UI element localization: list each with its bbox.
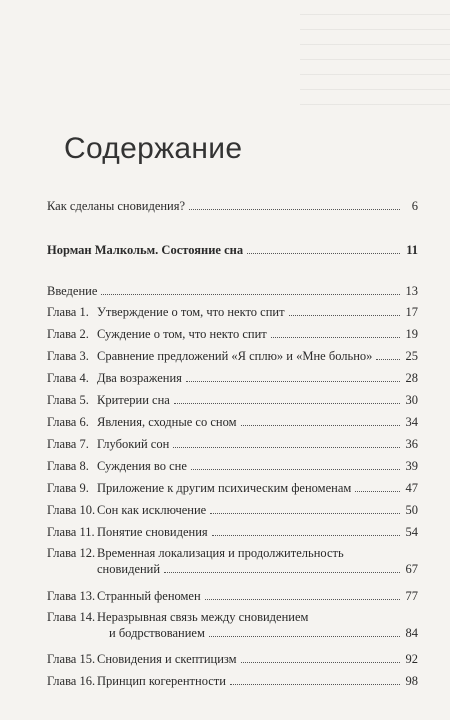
- toc-chapter-9: [47, 478, 418, 496]
- toc-entry-text: Введение: [47, 284, 98, 298]
- toc-chapter-1: [47, 302, 418, 320]
- chapter-page: 77: [405, 589, 418, 603]
- toc-entry-introduction: [47, 281, 418, 299]
- leader-dots: [189, 208, 400, 210]
- leader-dots: [241, 424, 401, 426]
- toc-chapter-5: [47, 390, 418, 408]
- toc-section-page: 11: [406, 243, 418, 257]
- chapter-label: Глава 8.: [47, 459, 89, 473]
- toc-chapter-15: [47, 649, 418, 667]
- chapter-page: 67: [405, 562, 418, 576]
- toc-chapter-11: [47, 522, 418, 540]
- chapter-page: 92: [405, 652, 418, 666]
- chapter-title: Странный феномен: [97, 589, 201, 603]
- leader-dots: [230, 683, 400, 685]
- chapter-label: Глава 16.: [47, 674, 96, 688]
- chapter-page: 36: [405, 437, 418, 451]
- chapter-title-row2: [97, 561, 418, 577]
- chapter-title: Приложение к другим психическим феноменам: [97, 481, 352, 495]
- leader-dots: [289, 314, 400, 316]
- chapter-label: Глава 11.: [47, 525, 95, 539]
- chapter-title-row2: [97, 625, 418, 641]
- chapter-title: Понятие сновидения: [97, 525, 208, 539]
- chapter-title: Принцип когерентности: [97, 674, 226, 688]
- toc-chapter-2: [47, 324, 418, 342]
- chapter-title-line2: сновидений: [97, 562, 161, 576]
- toc-section-malcolm: [47, 240, 418, 258]
- toc-entry-page: 6: [411, 199, 418, 213]
- toc-entry-text: Как сделаны сновидения?: [47, 199, 186, 213]
- chapter-label: Глава 7.: [47, 437, 89, 451]
- leader-dots: [212, 534, 400, 536]
- chapter-title: Сравнение предложений «Я сплю» и «Мне больно»: [97, 349, 373, 363]
- chapter-label: Глава 6.: [47, 415, 89, 429]
- chapter-title: Критерии сна: [97, 393, 170, 407]
- chapter-label: Глава 15.: [47, 652, 96, 666]
- chapter-label: Глава 5.: [47, 393, 89, 407]
- leader-dots: [205, 598, 400, 600]
- chapter-label: Глава 2.: [47, 327, 89, 341]
- toc-chapter-3: [47, 346, 418, 364]
- show-through-text: [300, 0, 450, 110]
- leader-dots: [191, 468, 400, 470]
- toc-chapter-10: [47, 500, 418, 518]
- chapter-page: 25: [405, 349, 418, 363]
- leader-dots: [164, 571, 400, 573]
- chapter-page: 30: [405, 393, 418, 407]
- chapter-page: 39: [405, 459, 418, 473]
- toc-chapter-16: [47, 671, 418, 689]
- chapter-title-line2: и бодрствованием: [109, 626, 205, 640]
- chapter-page: 84: [405, 626, 418, 640]
- chapter-label: Глава 3.: [47, 349, 89, 363]
- leader-dots: [101, 293, 400, 295]
- chapter-title: Сон как исключение: [97, 503, 207, 517]
- chapter-title: Сновидения и скептицизм: [97, 652, 237, 666]
- chapter-page: 19: [405, 327, 418, 341]
- toc-chapter-13: [47, 586, 418, 604]
- chapter-title: Глубокий сон: [97, 437, 170, 451]
- chapter-title: Два возражения: [97, 371, 182, 385]
- toc-chapter-4: [47, 368, 418, 386]
- toc-chapter-7: [47, 434, 418, 452]
- toc-entry-page: 13: [405, 284, 418, 298]
- chapter-label: Глава 10.: [47, 503, 96, 517]
- leader-dots: [376, 358, 400, 360]
- toc-chapter-6: [47, 412, 418, 430]
- chapter-title: Суждения во сне: [97, 459, 187, 473]
- chapter-page: 54: [405, 525, 418, 539]
- page-title: Содержание: [64, 132, 243, 165]
- chapter-page: 28: [405, 371, 418, 385]
- leader-dots: [241, 661, 400, 663]
- leader-dots: [247, 252, 400, 254]
- toc-section-text: Норман Малкольм. Состояние сна: [47, 243, 244, 257]
- chapter-label: Глава 4.: [47, 371, 89, 385]
- chapter-page: 98: [405, 674, 418, 688]
- chapter-title-line1: Временная локализация и продолжительность: [97, 546, 344, 560]
- leader-dots: [355, 490, 400, 492]
- toc-chapter-8: [47, 456, 418, 474]
- chapter-label: Глава 9.: [47, 481, 89, 495]
- chapter-page: 17: [405, 305, 418, 319]
- chapter-label: Глава 1.: [47, 305, 89, 319]
- chapter-title-line1: Неразрывная связь между сновидением: [97, 610, 309, 624]
- leader-dots: [174, 402, 400, 404]
- chapter-label: Глава 14.: [47, 610, 96, 624]
- chapter-title: Явления, сходные со сном: [97, 415, 237, 429]
- leader-dots: [173, 446, 400, 448]
- chapter-page: 47: [405, 481, 418, 495]
- leader-dots: [209, 635, 400, 637]
- chapter-page: 34: [405, 415, 418, 429]
- chapter-label: Глава 13.: [47, 589, 96, 603]
- leader-dots: [271, 336, 400, 338]
- chapter-title: Суждение о том, что некто спит: [97, 327, 267, 341]
- leader-dots: [210, 512, 400, 514]
- chapter-title: Утверждение о том, что некто спит: [97, 305, 285, 319]
- leader-dots: [186, 380, 400, 382]
- toc-entry-intro: [47, 196, 418, 214]
- chapter-page: 50: [405, 503, 418, 517]
- chapter-label: Глава 12.: [47, 546, 96, 560]
